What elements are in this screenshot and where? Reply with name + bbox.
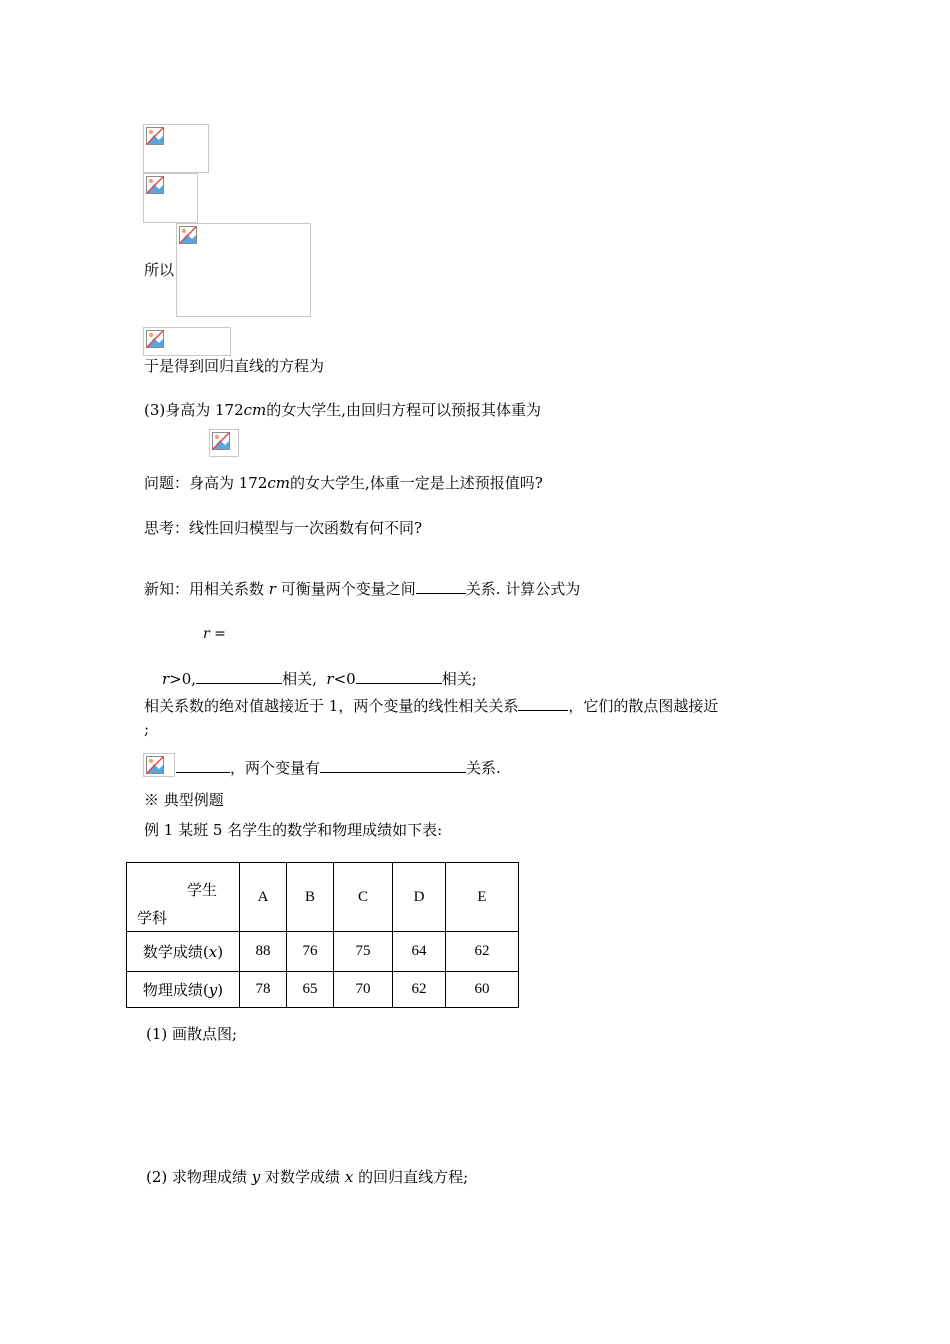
formula-image-3	[176, 223, 311, 317]
formula-image-5	[209, 429, 239, 457]
broken-image-icon	[146, 176, 164, 194]
abs-blank[interactable]	[518, 696, 568, 711]
part3-rest: 的女大学生,由回归方程可以预报其体重为	[266, 401, 542, 419]
new-knowledge-line	[144, 579, 580, 599]
last-blank-2[interactable]	[320, 758, 466, 773]
formula-image-6	[143, 753, 175, 777]
nk-r: r	[268, 580, 276, 598]
table-row	[127, 932, 519, 972]
section-title: ※ 典型例题	[144, 791, 224, 809]
sign-rel1: 相关,	[282, 670, 317, 688]
sign-lt: <0	[333, 670, 356, 688]
example-intro: 例 1 某班 5 名学生的数学和物理成绩如下表:	[144, 821, 443, 839]
nk-suffix: 关系. 计算公式为	[465, 580, 581, 598]
table-cell: 64	[393, 932, 446, 972]
last-suffix: 关系.	[466, 759, 501, 777]
question-rest: 的女大学生,体重一定是上述预报值吗?	[290, 474, 543, 492]
student-header: E	[446, 863, 519, 932]
table-cell: 70	[334, 972, 393, 1008]
table-row	[127, 972, 519, 1008]
student-header: C	[334, 863, 393, 932]
broken-image-icon	[146, 127, 164, 145]
table-header-row	[127, 863, 519, 932]
table-cell: 65	[287, 972, 334, 1008]
formula-image-4	[143, 327, 231, 356]
table-cell: 88	[240, 932, 287, 972]
question-line	[144, 473, 543, 493]
nk-mid: 可衡量两个变量之间	[275, 580, 416, 598]
table-cell: 60	[446, 972, 519, 1008]
formula-eq: =	[209, 626, 226, 642]
sign-blank-2[interactable]	[356, 669, 442, 684]
table-cell: 62	[446, 932, 519, 972]
student-header: A	[240, 863, 287, 932]
question-unit: cm	[267, 474, 291, 492]
row-label-math: 数学成绩(x)	[127, 932, 240, 972]
abs-line	[144, 696, 718, 716]
think-line: 思考：线性回归模型与一次函数有何不同?	[144, 519, 423, 537]
formula-r-line	[203, 624, 226, 644]
so-label: 所以	[144, 261, 175, 279]
formula-image-2	[143, 173, 198, 223]
broken-image-icon	[179, 226, 197, 244]
broken-image-icon	[146, 756, 164, 774]
question-2: (2) 求物理成绩 y 对数学成绩 x 的回归直线方程;	[146, 1168, 469, 1186]
nk-prefix: 新知：用相关系数	[144, 580, 269, 598]
student-header: B	[287, 863, 334, 932]
table-cell: 62	[393, 972, 446, 1008]
last-mid: ，两个变量有	[230, 759, 321, 777]
header-subject: 学科	[137, 909, 168, 927]
formula-image-1	[143, 124, 209, 173]
header-student: 学生	[186, 881, 217, 899]
broken-image-icon	[146, 330, 164, 348]
part3-text: (3)身高为 172	[144, 401, 244, 419]
sign-blank-1[interactable]	[196, 669, 282, 684]
nk-blank[interactable]	[416, 579, 466, 594]
question-1: (1) 画散点图;	[146, 1025, 238, 1043]
sign-rel2: 相关;	[441, 670, 477, 688]
sign-line	[162, 669, 477, 689]
formula-r: r	[203, 626, 210, 642]
student-header: D	[393, 863, 446, 932]
part3-unit: cm	[243, 401, 267, 419]
sign-r1: r	[162, 670, 170, 688]
table-corner-header	[127, 863, 240, 932]
part3-line	[144, 400, 541, 420]
sign-r2: r	[326, 670, 334, 688]
sign-gt: >0,	[169, 670, 197, 688]
question-prefix: 问题：身高为 172	[144, 474, 268, 492]
abs-suffix: ，它们的散点图越接近	[568, 697, 719, 715]
table-cell: 78	[240, 972, 287, 1008]
table-cell: 75	[334, 932, 393, 972]
row-label-physics: 物理成绩(y)	[127, 972, 240, 1008]
abs-semicolon: ;	[144, 720, 150, 738]
scores-table	[126, 862, 519, 1008]
line-equation-intro: 于是得到回归直线的方程为	[144, 357, 325, 375]
last-line	[176, 758, 501, 778]
table-cell: 76	[287, 932, 334, 972]
last-blank-1[interactable]	[176, 758, 230, 773]
broken-image-icon	[212, 432, 230, 450]
abs-text: 相关系数的绝对值越接近于 1，两个变量的线性相关关系	[144, 697, 519, 715]
